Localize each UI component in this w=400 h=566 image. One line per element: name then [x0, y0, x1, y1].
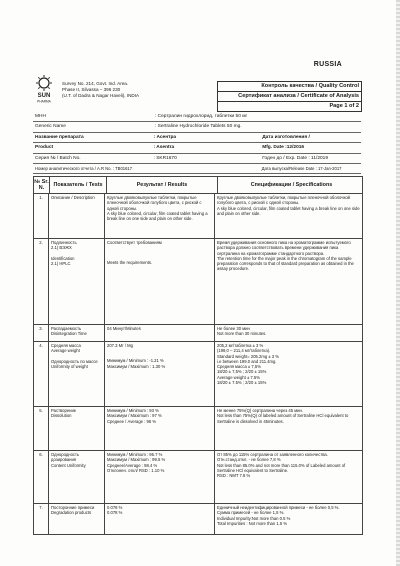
info-row	[33, 112, 361, 122]
test-result	[105, 342, 215, 406]
test-name-line: Degradation products	[51, 510, 92, 516]
info-label: Номер аналитического отчета / A.R No. : TB01617	[35, 165, 133, 171]
test-specification-line: Не более 30 мин	[217, 326, 250, 331]
test-result-line: Круглые двояковыпуклые таблетки, покрытые пленочной оболочкой голубого цвета, с риской с одной стороны.	[107, 195, 202, 211]
test-specification	[215, 239, 362, 324]
info-value: : SKR1670	[153, 155, 177, 161]
info-value: : Asentra	[153, 145, 175, 151]
test-specification-line: Сумма примесей - не более 1,5 %.	[217, 510, 285, 516]
info-label: Название препарата	[35, 134, 84, 140]
test-result-line: 0.078 %	[107, 510, 123, 516]
table-row	[34, 342, 362, 407]
test-name-line: Content Uniformity	[51, 462, 86, 468]
row-number: 6.	[34, 451, 49, 503]
country-label: RUSSIA	[313, 61, 342, 68]
page-edge	[396, 0, 400, 566]
test-name-line: Растворение	[51, 408, 77, 413]
test-name	[49, 194, 105, 238]
test-specification-line: Not less than 85.0% and not more than 115.0% of Labeled amount of Sertraline HCl equivalent to Sertraline.	[217, 462, 346, 473]
test-specification-line: Круглые двояковыпуклые таблетки, покрытые пленочной оболочкой голубого цвета, с риской с одной стороны.	[217, 195, 351, 206]
table-row	[34, 239, 362, 325]
test-name	[49, 504, 105, 534]
test-name-line: 2.1) ВЭЖХ	[51, 245, 72, 251]
test-result	[105, 194, 215, 238]
test-specification	[215, 451, 362, 503]
results-table	[33, 176, 363, 535]
test-specification-line: Отн.станд.откл. - не более 7,8 %	[217, 457, 281, 463]
test-result-line: Максимум / Maximum : 1.30 %	[107, 363, 166, 369]
svg-text:SUN: SUN	[37, 93, 51, 99]
test-specification	[215, 325, 362, 341]
test-result-line: Среднее / Average : 96 %	[107, 418, 157, 424]
certificate-title: Сертификат анализа / Certificate of Analysis	[218, 92, 361, 102]
test-name	[49, 451, 105, 503]
company-address	[62, 81, 139, 100]
test-specification-line: Not less than 75%(Q) of labeled amount of Sertraline HCl equivalent to Sertraline is dissolved in 45minutes.	[217, 413, 349, 424]
test-result-line: Минимум / Minimum : 95.7 %	[107, 452, 163, 457]
test-name-line: Подлинность	[51, 240, 77, 245]
test-result-line: 0.078 %	[107, 505, 123, 510]
row-number: 3.	[34, 325, 49, 341]
table-row	[34, 451, 362, 504]
test-specification-line: От 85% до 115% сертралина от заявленного количества.	[217, 452, 328, 457]
test-result-line: Соответствует требованиям	[107, 240, 162, 245]
table-row	[34, 504, 362, 534]
test-name-line: Однородность по массе	[51, 358, 98, 364]
test-specification-line: 18/20 ± 7.5% ; 2/20 ± 15%	[217, 380, 267, 386]
test-specification	[215, 194, 362, 238]
info-row	[33, 133, 361, 143]
test-name	[49, 239, 105, 324]
info-row	[33, 164, 361, 174]
address-line: Phase II, Silvassa – 396 230	[62, 87, 121, 93]
test-specification	[215, 342, 362, 406]
table-row	[34, 194, 362, 239]
info-value: : Асентра	[153, 134, 177, 140]
table-body	[34, 194, 362, 534]
address-line: Survey No. 214, Govt. Ind. Area.	[62, 81, 129, 86]
test-specification-line: Individual Impurity:Not more than 0.5 %	[217, 515, 291, 521]
test-specification-line: Не менее 75%(Q) сертралина через 45 мин.	[217, 408, 303, 413]
test-name	[49, 342, 105, 406]
row-number: 2.	[34, 239, 49, 324]
test-specification-line: Средняя масса ± 7,5%	[217, 364, 261, 370]
row-number: 7.	[34, 504, 49, 534]
test-result-line: A sky blue colored, circular, film coated tablet having a break line on one side and plain on other side.	[107, 210, 208, 222]
test-name-line: Описание / Description	[51, 195, 95, 200]
test-specification-line: Standard weight= 205.2mg ± 3 %	[217, 353, 280, 359]
table-header	[34, 177, 362, 194]
test-result-line: Максимум / Maximum : 99.5 %	[107, 457, 166, 463]
sun-pharma-logo	[33, 74, 55, 104]
test-result-line: Meets the requirements.	[107, 260, 153, 266]
row-number: 4.	[34, 342, 49, 406]
test-specification-line: Total Impurities : Not more than 1.5 %	[217, 520, 288, 526]
test-result	[105, 504, 215, 534]
test-name-line: Identification	[51, 255, 75, 261]
test-name-line: Средняя масса	[51, 343, 81, 348]
test-name-line: Однородность дозирования	[51, 452, 80, 463]
test-specification-line: Average weight ± 7.5%	[217, 374, 260, 380]
test-name	[49, 407, 105, 450]
info-right: Дата изготовления /	[262, 134, 310, 140]
test-result	[105, 451, 215, 503]
info-label: МНН	[35, 114, 46, 119]
test-name-line: Uniformity of weight	[51, 363, 88, 369]
test-specification-line: (199,0 – 211,4 мг/таблетка).	[217, 348, 271, 354]
info-row	[33, 122, 361, 132]
info-label: Product	[35, 145, 54, 151]
test-name-line: Распадаемость	[51, 326, 82, 331]
test-specification-line: Единичный неидентифицированной примеси - не более 0,5 %.	[217, 505, 340, 510]
col-header-tests: Показатель / Tests	[50, 177, 107, 193]
test-specification-line: RSD : NMT 7.8 %	[217, 473, 251, 479]
test-result-line: Отклонен. откл/ RSD : 1.10 %	[107, 467, 165, 473]
table-row	[34, 407, 362, 451]
info-right: Годен до / Exp. Date : 11/2019	[262, 155, 329, 161]
page-number: Page 1 of 2	[329, 103, 359, 109]
test-specification	[215, 407, 362, 450]
test-specification-line: A sky blue colored, circular, film coated tablet having a break line on one side and plain on other side.	[217, 205, 360, 216]
test-result	[105, 325, 215, 341]
row-number: 1.	[34, 194, 49, 238]
test-name-line: Disintegration Time	[51, 331, 87, 337]
col-header-results: Результат / Results	[107, 177, 218, 193]
address-line: (U.T. of Dadra & Nagar Haveli), INDIA	[62, 93, 140, 99]
test-result-line: 207.3 Мг / Mg	[107, 343, 133, 348]
info-label: Серия № / Batch No.	[35, 155, 81, 161]
test-specification-line: 205,2 мг/таблетка ± 3 %	[217, 343, 264, 348]
test-name-line: Average weight	[51, 348, 80, 354]
col-header-specifications: Спецификации / Specifications	[250, 182, 333, 188]
test-specification	[215, 504, 362, 534]
test-result-line: Максимум / Maximum : 97 %	[107, 413, 162, 419]
info-row	[33, 154, 361, 164]
test-specification-line: i.e between 199.0 and 211.4mg.	[217, 358, 277, 364]
test-name	[49, 325, 105, 341]
test-name-line: 2.1) HPLC	[51, 260, 71, 266]
col-header-number: № Sr. N.	[34, 179, 49, 191]
test-name-line: Dissolution	[51, 413, 72, 419]
test-specification-line: Время удерживания основного пика на хроматограмме испытуемого раствора должно соответствовать времени удерживания пика сертралина на хроматограмме стандартного раствора.	[217, 240, 351, 256]
test-specification-line: The retention time for the major peak in the chromatogram of the sample preparation corresponds to that of standard preparation as obtained in the assay procedure.	[217, 255, 354, 272]
test-name-line: Посторонние примеси	[51, 505, 95, 510]
test-result	[105, 239, 215, 324]
svg-text:PHARMA: PHARMA	[37, 99, 51, 104]
test-result	[105, 407, 215, 450]
info-row	[33, 143, 361, 153]
info-value: : Sertraline Hydrochloride Tablets 50 mg.	[155, 124, 242, 130]
row-number: 5.	[34, 407, 49, 450]
test-result-line: 04 Минут/Minutes	[107, 326, 141, 331]
info-label: Generic Name	[35, 124, 66, 130]
info-value: : Сертралин гидрохлорид, таблетки 50 мг	[155, 114, 248, 119]
test-specification-line: Not more than 30 minutes.	[217, 331, 267, 337]
product-info	[33, 112, 361, 174]
test-result-line: Минимум / Minimum : 93 %	[107, 408, 159, 413]
control-title: Контроль качества / Quality Control	[218, 82, 361, 92]
test-specification-line: 18/20 ± 7,5% ; 2/20 ± 15%	[217, 369, 267, 375]
info-right: Mfg. Date :12/2016	[262, 145, 305, 151]
quality-control-box	[217, 81, 362, 112]
test-result-line: Минимум / Minimum : -1.21 %	[107, 358, 164, 364]
table-row	[34, 325, 362, 342]
info-right: Дата выпуска/Release Date : 17-Jan-2017	[261, 165, 342, 171]
test-result-line: Среднее/Average : 98.4 %	[107, 462, 158, 468]
